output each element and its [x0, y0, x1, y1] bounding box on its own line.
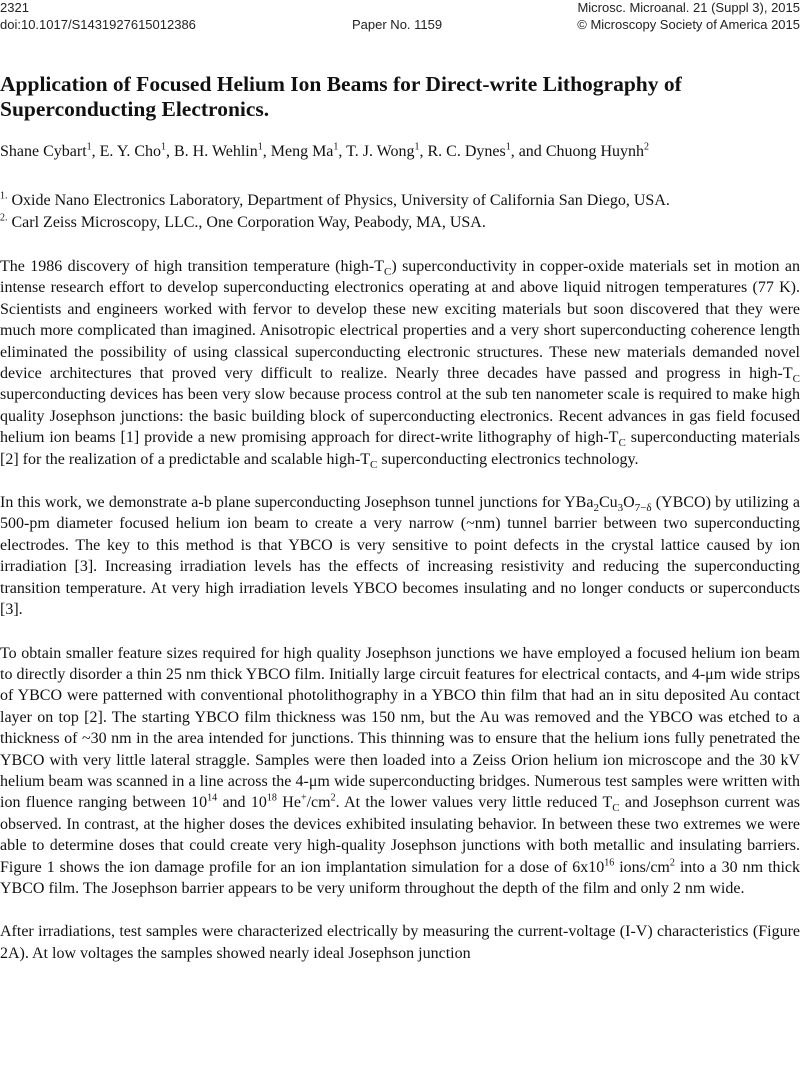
paper-title: Application of Focused Helium Ion Beams for Direct-write Lithography of Superconducting Electronics.: [0, 72, 682, 121]
text-run: ) superconductivity in copper-oxide materials set in motion an intense research effort to develop superconducting electronics operating at and above liquid nitrogen temperatures (77 K). Scientists and engineers worked with fervor to develop these new exciting materials but soon discovered that they were much more complicated than imagined. Anisotropic electrical properties and a very short superconducting coherence length eliminated the possibility of using classical superconducting electronic structures. These new materials demanded novel device architectures that proved very difficult to realize. Nearly three decades have passed and progress in high-T: [0, 258, 800, 383]
page-number: 2321: [0, 0, 29, 15]
superscript: 16: [604, 857, 615, 869]
affiliation-text: Oxide Nano Electronics Laboratory, Department of Physics, University of California San Diego, USA.: [11, 192, 670, 209]
text-run: into a 30 nm thick YBCO film. The Josephson barrier appears to be very uniform throughout the depth of the film and only 2 nm wide.: [0, 858, 800, 897]
text-run: O: [623, 494, 635, 512]
subscript: C: [618, 437, 626, 450]
paragraph-fabrication: [0, 643, 800, 900]
doi: doi:10.1017/S1431927615012386: [0, 17, 196, 32]
subscript: C: [370, 458, 378, 471]
superscript: 2: [669, 857, 675, 869]
superscript: 2: [330, 793, 336, 805]
author-affiliation-mark: 1: [414, 141, 420, 153]
affiliation: [0, 190, 800, 212]
running-header-top: [0, 0, 800, 15]
author: R. C. Dynes: [427, 143, 506, 160]
text-run: superconducting devices has been very slow because process control at the sub ten nanometer scale is required to make high quality Josephson junctions: the basic building block of superconducting electronics. Recent advances in gas field focused helium ion beams [1] provide a new promising approach for direct-write lithography of high-T: [0, 386, 800, 447]
text-run: superconducting electronics technology.: [377, 450, 639, 468]
author-and: and: [518, 143, 542, 160]
text-run: ions/cm: [614, 858, 670, 876]
paragraph-characterization: [0, 921, 800, 964]
affiliation: [0, 212, 800, 234]
paragraph-introduction: [0, 256, 800, 470]
copyright: © Microscopy Society of America 2015: [577, 17, 800, 32]
text-run: To obtain smaller feature sizes required for high quality Josephson junctions we have employed a focused helium ion beam to directly disorder a thin 25 nm thick YBCO film. Initially large circuit features for electrical contacts, and 4-μm wide strips of YBCO were patterned with conventional photolithography in a YBCO thin film that had an in situ deposited Au contact layer on top [2]. The starting YBCO film thickness was 150 nm, but the Au was removed and the YBCO was etched to a thickness of ~30 nm in the area intended for junctions. This thinning was to ensure that the helium ions fully penetrated the YBCO with very little lateral straggle. Samples were then loaded into a Zeiss Orion helium ion microscope and the 30 kV helium beam was scanned in a line across the 4-μm wide superconducting bridges. Numerous test samples were written with ion fluence ranging between 10: [0, 644, 800, 812]
text-run: /cm: [306, 794, 331, 812]
text-run: and Josephson current was observed. In contrast, at the higher doses the devices exhibited insulating behavior. In between these two extremes we were able to determine doses that could create very high-quality Josephson junctions with both metallic and insulating barriers. Figure 1 shows the ion damage profile for an ion implantation simulation for a dose of 6x10: [0, 794, 800, 876]
subscript: 7−δ: [634, 502, 652, 515]
paper-body: [0, 72, 800, 964]
journal-citation: Microsc. Microanal. 21 (Suppl 3), 2015: [577, 0, 800, 15]
superscript: 14: [207, 793, 218, 805]
text-run: The 1986 discovery of high transition temperature (high-T: [0, 258, 385, 275]
text-run: He: [276, 794, 301, 812]
text-run: and 10: [217, 794, 267, 812]
superscript: 18: [266, 793, 277, 805]
subscript: 2: [593, 502, 599, 515]
subscript: C: [792, 373, 800, 386]
text-run: . At the lower values very little reduced T: [335, 794, 613, 812]
author: B. H. Wehlin: [174, 143, 258, 160]
author-affiliation-mark: 1: [257, 141, 263, 153]
text-run: Cu: [598, 494, 618, 512]
text-run: superconducting materials [2] for the realization of a predictable and scalable high-T: [0, 429, 800, 468]
subscript: C: [384, 266, 392, 279]
paper-number: Paper No. 1159: [352, 17, 443, 32]
superscript: +: [300, 793, 307, 805]
text-run: (YBCO) by utilizing a 500-pm diameter focused helium ion beam to create a very narrow (~nm) tunnel barrier between two superconducting electrodes. The key to this method is that YBCO is very sensitive to point defects in the crystal lattice caused by ion irradiation [3]. Increasing irradiation levels has the effects of increasing resistivity and reducing the superconducting transition temperature. At very high irradiation levels YBCO becomes insulating and no longer conducts or superconducts [3].: [0, 494, 800, 619]
author: Meng Ma: [270, 143, 334, 160]
text-run: In this work, we demonstrate a-b plane superconducting Josephson tunnel junctions for YBa: [0, 494, 594, 512]
paragraph-method: [0, 492, 800, 620]
affiliation-text: Carl Zeiss Microscopy, LLC., One Corporation Way, Peabody, MA, USA.: [11, 214, 486, 231]
subscript: 3: [617, 502, 624, 515]
author-affiliation-mark: 1: [161, 141, 166, 153]
author: E. Y. Cho: [99, 143, 161, 160]
author-affiliation-mark: 1: [333, 141, 339, 153]
running-header-bottom: [0, 17, 800, 32]
affiliation-list: [0, 190, 800, 234]
author-list: Shane Cybart$^1$, E. Y. Cho$^1$, B. H. Wehlin$^1$, Meng Ma$^1$, T. J. Wong$^1$, R. C. Dynes$^1$, and Chuong Huynh$^2$: [0, 141, 650, 160]
author-affiliation-mark: 2: [644, 141, 650, 153]
author: Shane Cybart: [0, 143, 87, 160]
author: T. J. Wong: [346, 143, 415, 160]
author-affiliation-mark: 1: [505, 141, 511, 153]
affiliation-number: 2.: [0, 212, 8, 224]
author-affiliation-mark: 1: [86, 141, 92, 153]
affiliation-number: 1.: [0, 190, 8, 202]
text-run: After irradiations, test samples were characterized electrically by measuring the current-voltage (I-V) characteristics (Figure 2A). At low voltages the samples showed nearly ideal Josephson junction: [0, 923, 800, 962]
author: Chuong Huynh: [545, 143, 645, 160]
subscript: C: [612, 802, 620, 815]
